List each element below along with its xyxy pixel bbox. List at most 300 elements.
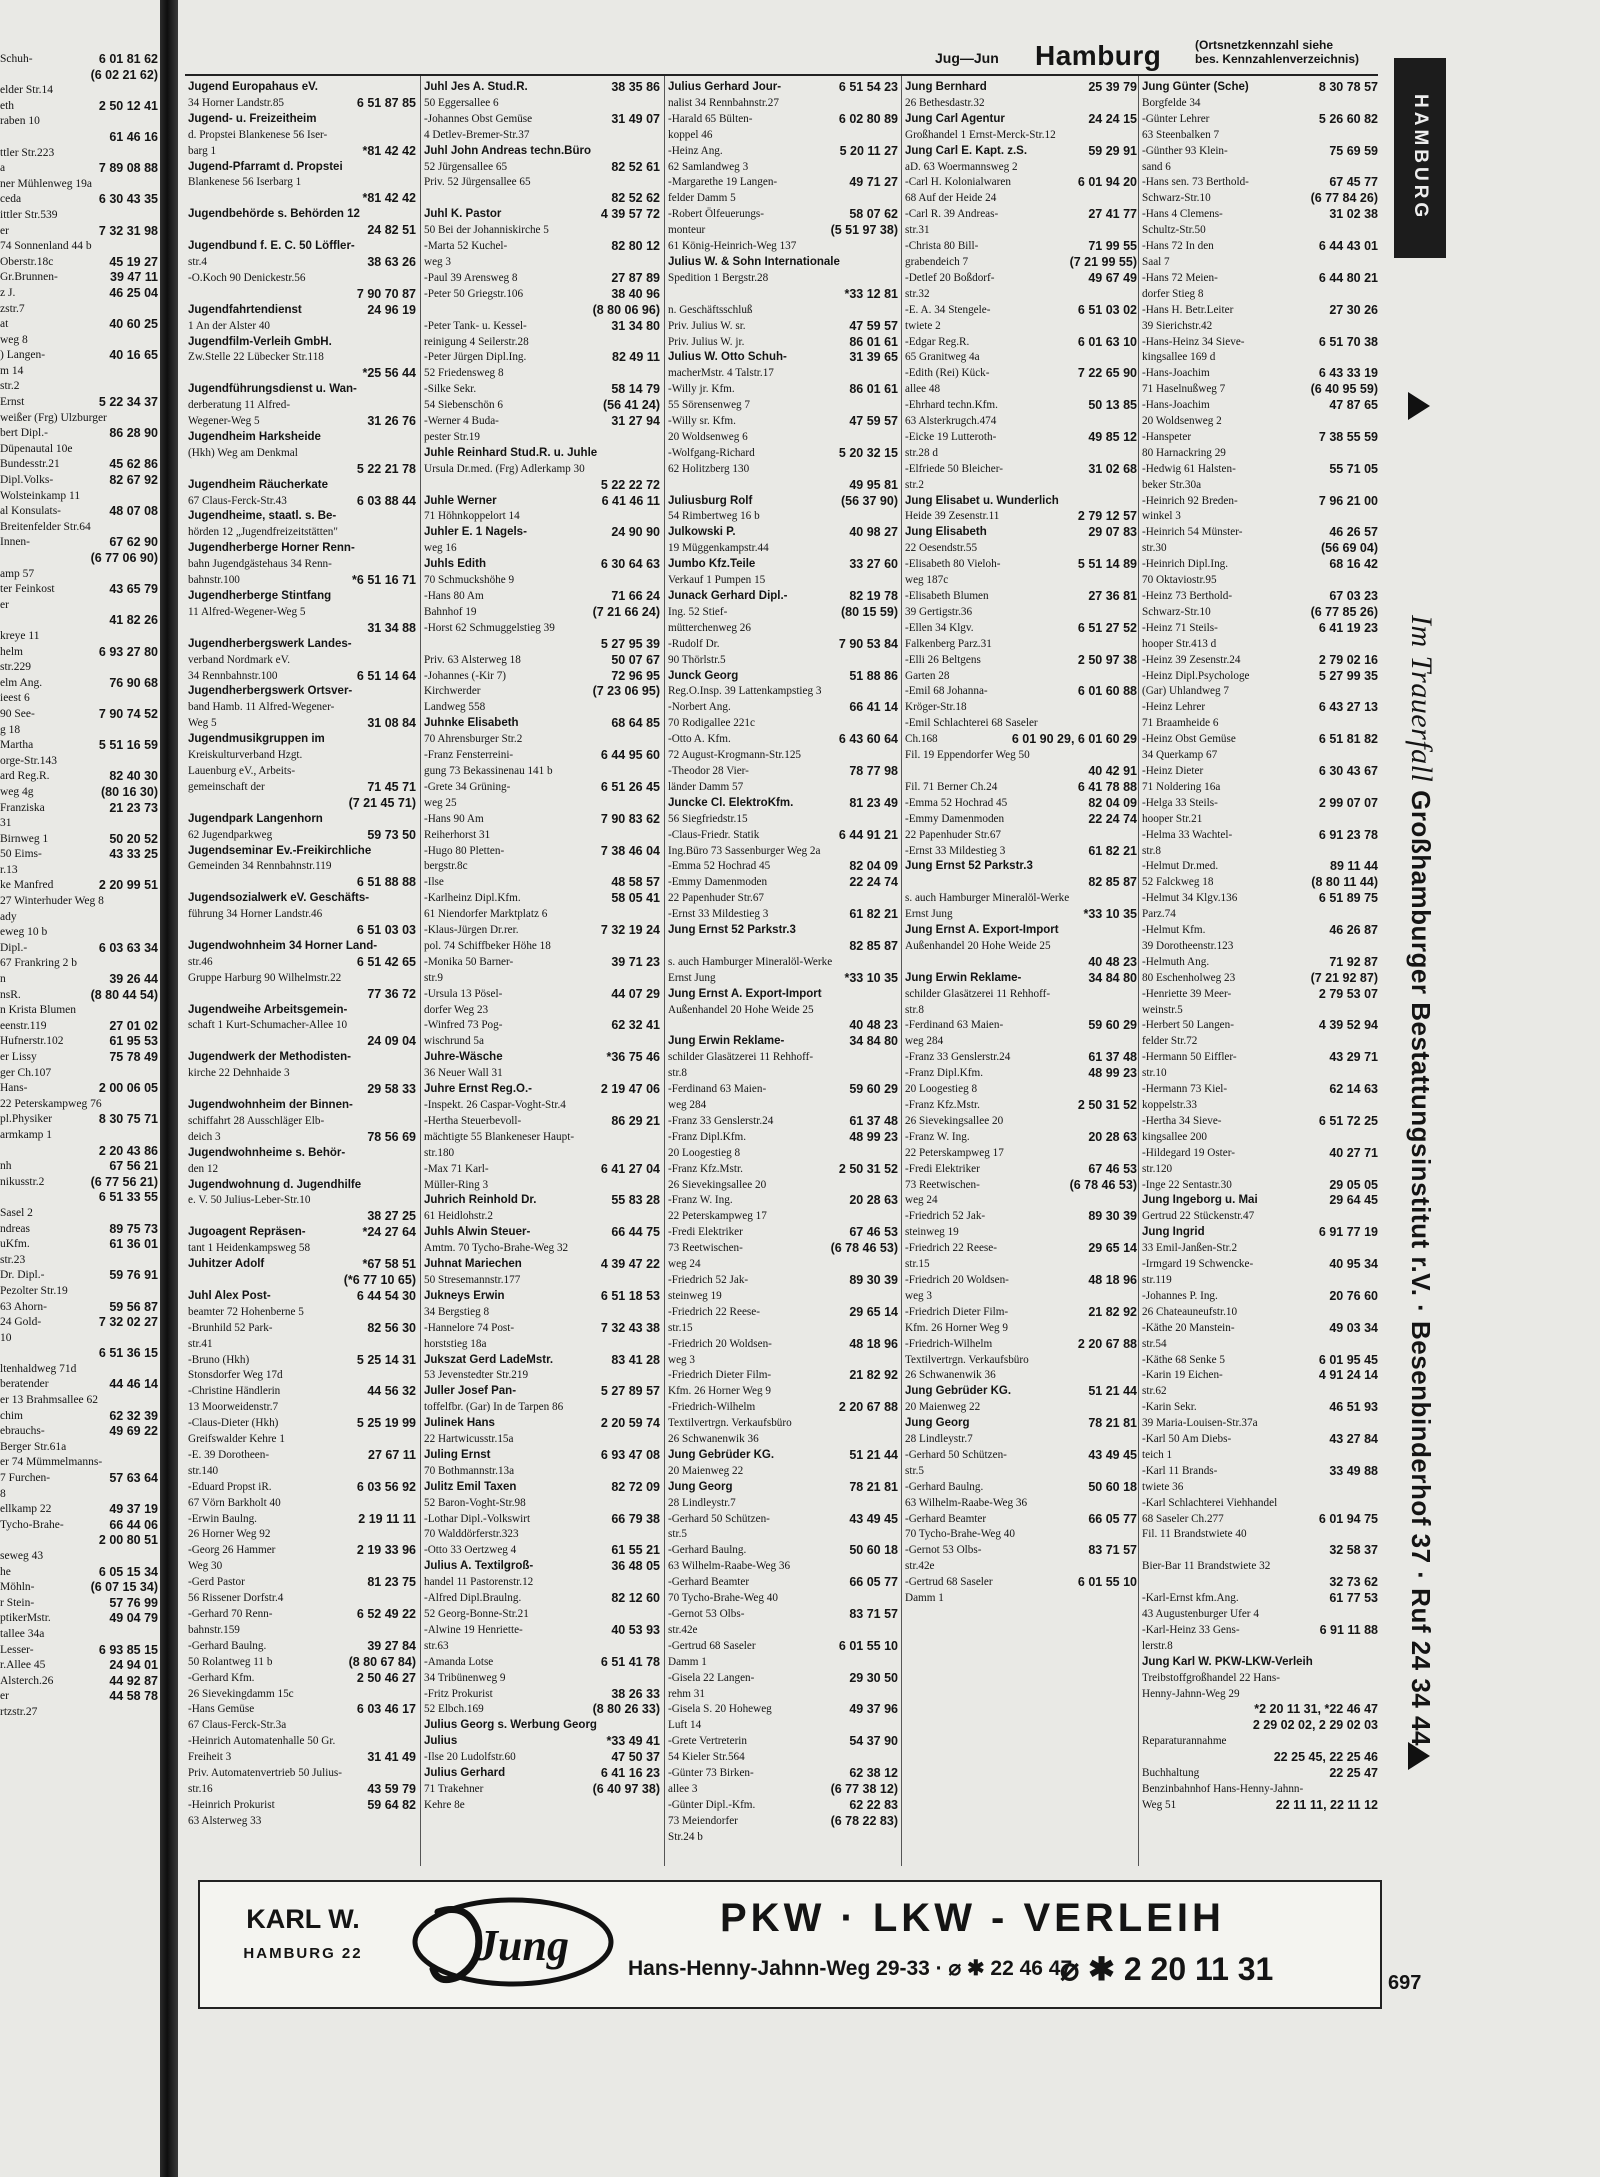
directory-entry [424,1448,660,1464]
directory-entry [188,175,416,191]
entry-name: 22 Peterskampweg 17 [668,1210,767,1223]
directory-entry [188,1527,416,1543]
directory-entry [424,96,660,112]
entry-phone: 6 30 43 67 [1318,763,1378,778]
directory-entry [668,144,898,160]
facing-entry-phone: 44 46 14 [109,1377,158,1392]
facing-entry-phone: 44 58 78 [109,1689,158,1704]
entry-phone: 78 21 81 [1088,1416,1137,1431]
directory-entry [1142,764,1378,780]
directory-entry [424,1353,660,1369]
entry-name [188,923,354,939]
directory-entry [188,509,416,525]
facing-entry-text: eweg 10 b [0,926,48,939]
directory-entry [905,1416,1137,1432]
entry-name: -Hertha Steuerbevoll- [424,1114,522,1127]
directory-entry [424,1162,660,1178]
facing-page-entry [0,442,158,458]
facing-entry-text: 22 Peterskampweg 76 [0,1097,102,1110]
entry-phone: 6 51 27 52 [1077,620,1137,635]
entry-phone: 81 23 49 [849,795,898,810]
entry-phone: 6 44 91 21 [838,827,898,842]
directory-entry [424,478,660,494]
facing-entry-phone: 66 44 06 [109,1517,158,1532]
facing-entry-phone: 2 50 12 41 [98,98,158,113]
facing-entry-phone: 2 00 80 51 [98,1533,158,1548]
entry-name: 34 Bergstieg 8 [424,1305,490,1318]
ad-owner: KARL W. [246,1904,360,1934]
directory-entry [424,303,660,319]
directory-entry [905,1146,1137,1162]
facing-page-entry [0,754,158,770]
facing-entry-phone: 24 94 01 [109,1658,158,1673]
entry-phone: 67 45 77 [1329,175,1378,190]
facing-entry-text: he [0,1565,11,1578]
directory-entry [188,1512,416,1528]
facing-page-entry [0,473,158,489]
directory-entry [188,684,416,700]
facing-entry-phone: 7 90 74 52 [98,706,158,721]
entry-name: Bier-Bar 11 Brandstwiete 32 [1142,1560,1271,1573]
entry-name: s. auch Hamburger Mineralöl-Werke [668,955,833,968]
entry-name: -Inspekt. 26 Caspar-Voght-Str.4 [424,1099,566,1111]
directory-entry [424,1098,660,1114]
facing-entry-phone: 2 20 43 86 [98,1143,158,1158]
facing-page-entry [0,1705,158,1721]
entry-name: Fil. 19 Eppendorfer Weg 50 [905,749,1030,762]
facing-page-entry [0,1393,158,1409]
directory-entry [905,1448,1137,1464]
entry-name: -Grete 34 Grüning- [424,780,511,793]
facing-entry-phone: 43 65 79 [109,582,158,597]
entry-phone: (7 21 45 71) [348,795,416,810]
facing-page-entry [0,972,158,988]
directory-entry [188,764,416,780]
entry-name: Reg.O.Insp. 39 Lattenkampstieg 3 [668,685,822,698]
directory-entry [424,987,660,1003]
directory-entry [424,1178,660,1194]
entry-name: -Emil Schlachterei 68 Saseler [905,717,1038,730]
facing-entry-text: rtzstr.27 [0,1705,38,1718]
directory-entry [905,160,1137,176]
facing-entry-text: helm [0,645,23,658]
directory-entry [668,1146,898,1162]
entry-name: 54 Kieler Str.564 [668,1751,745,1764]
entry-name: 63 Wilhelm-Raabe-Weg 36 [905,1496,1028,1509]
entry-name: gung 73 Bekassinenau 141 b [424,764,553,777]
entry-name: -Hans H. Betr.Leiter [1142,303,1234,316]
directory-entry [424,748,660,764]
facing-entry-text: 24 Gold- [0,1316,42,1329]
entry-name: 63 Wilhelm-Raabe-Weg 36 [668,1560,791,1573]
entry-name: Ernst Jung [905,908,953,921]
entry-phone: 2 50 31 52 [1077,1098,1137,1112]
directory-entry [905,96,1137,112]
entry-name: -Lothar Dipl.-Volkswirt [424,1512,531,1525]
entry-name: str.31 [905,224,930,237]
entry-name: -Margarethe 19 Langen- [668,176,778,189]
entry-name: Jung Gebrüder KG. [905,1385,1012,1398]
entry-phone: 40 95 34 [1329,1257,1378,1272]
facing-page-entry [0,411,158,427]
entry-phone: *81 42 42 [362,143,416,158]
directory-entry [1142,1162,1378,1178]
facing-entry-text: a [0,162,6,175]
entry-name: str.8 [668,1067,687,1080]
directory-entry [668,1209,898,1225]
entry-phone: *33 12 81 [844,286,898,301]
facing-entry-text: r Stein- [0,1596,35,1609]
directory-entry [905,207,1137,223]
entry-name: kirche 22 Dehnhaide 3 [188,1067,290,1080]
directory-entry [668,764,898,780]
entry-name: 4 Detlev-Bremer-Str.37 [424,128,530,141]
entry-name: Jugendheime, staatl. s. Be- [188,510,337,523]
facing-page-entry [0,676,158,692]
entry-phone: 33 49 88 [1329,1463,1378,1478]
directory-entry [905,287,1137,303]
entry-name: -Edith (Rei) Kück- [905,367,990,380]
entry-name: 71 Braamheide 6 [1142,717,1219,730]
entry-name: Juhnke Elisabeth [424,717,519,730]
directory-entry [424,700,660,716]
directory-entry [1142,1671,1378,1687]
directory-entry [668,1432,898,1448]
facing-page-entry [0,192,158,208]
directory-entry [668,1305,898,1321]
directory-entry [424,1734,660,1750]
directory-entry [424,1798,660,1814]
directory-entry [1142,366,1378,382]
facing-page-entry [0,1549,158,1565]
directory-entry [188,271,416,287]
entry-name: 56 Siegfriedstr.15 [668,812,748,825]
directory-entry [668,1814,898,1830]
directory-entry [1142,1050,1378,1066]
entry-name: Spedition 1 Bergstr.28 [668,271,769,284]
entry-name: koppelstr.33 [1142,1099,1198,1111]
facing-entry-phone: 40 16 65 [109,348,158,363]
directory-entry [188,1225,416,1241]
directory-entry [905,1003,1137,1019]
facing-entry-text: er Lissy [0,1051,37,1063]
directory-entry [905,1337,1137,1353]
facing-page-entry [0,457,158,473]
directory-entry [188,1766,416,1782]
facing-entry-text: ) Langen- [0,349,46,362]
directory-entry [188,398,416,414]
facing-entry-phone: 7 89 08 88 [98,161,158,176]
directory-entry [668,1687,898,1703]
entry-phone: 4 39 47 22 [600,1257,660,1272]
entry-phone: 55 71 05 [1329,461,1378,476]
directory-entry [1142,637,1378,653]
entry-name: weg 25 [424,796,457,809]
entry-name: str.9 [424,971,443,984]
directory-entry [668,1098,898,1114]
entry-name: Julius [424,1735,458,1748]
entry-phone: 6 02 80 89 [838,111,898,126]
entry-name: Amtm. 70 Tycho-Brahe-Weg 32 [424,1242,569,1255]
directory-entry [188,1066,416,1082]
entry-phone: 20 28 63 [1088,1129,1137,1144]
entry-phone: 7 22 65 90 [1077,366,1137,381]
entry-name: Juhl Alex Post- [188,1289,271,1302]
entry-name: Juller Josef Pan- [424,1385,517,1398]
entry-name: str.15 [905,1258,930,1271]
directory-entry [1142,144,1378,160]
facing-entry-phone: 57 63 64 [109,1471,158,1486]
entry-name: mächtigte 55 Blankeneser Haupt- [424,1130,575,1143]
entry-phone: 61 37 48 [1088,1050,1137,1065]
entry-name: twiete 36 [1142,1480,1184,1493]
entry-phone: 40 48 23 [1088,954,1137,969]
entry-name: Stonsdorfer Weg 17d [188,1369,283,1382]
directory-entry [905,128,1137,144]
facing-page-entry [0,551,158,567]
directory-entry [424,1018,660,1034]
facing-entry-text: weg 4g [0,785,34,798]
facing-entry-text: 63 Ahorn- [0,1300,47,1313]
entry-phone: 2 20 59 74 [600,1416,660,1431]
entry-name: str.28 d [905,446,938,459]
entry-name: 73 Reetwischen- [668,1242,743,1255]
entry-name: -Emmy Damenmoden [905,812,1005,825]
entry-phone: 6 03 88 44 [356,493,416,508]
directory-entry [188,1655,416,1671]
directory-entry [905,637,1137,653]
directory-entry [424,1607,660,1623]
entry-phone: 66 79 38 [611,1511,660,1526]
facing-page-entry [0,161,158,177]
directory-entry [668,557,898,573]
jung-logo [408,1892,618,1992]
entry-phone: (7 21 66 24) [592,604,660,619]
directory-column-3 [668,80,898,1870]
directory-entry [668,1798,898,1814]
entry-name: -Günter Dipl.-Kfm. [668,1798,756,1811]
entry-name: Jung Georg [905,1417,970,1430]
entry-name: -Friedrich-Wilhelm [905,1337,993,1350]
directory-entry [905,1400,1137,1416]
directory-entry [1142,700,1378,716]
entry-name: 34 Rennbahnstr.100 [188,669,278,682]
entry-phone: 6 01 95 45 [1318,1352,1378,1367]
entry-name: Juhl John Andreas techn.Büro [424,144,591,157]
entry-name: weg 24 [668,1258,701,1271]
entry-name: -E. 39 Dorotheen- [188,1448,270,1461]
facing-page-entry [0,598,158,614]
entry-phone: 24 82 51 [367,223,416,238]
entry-phone: (5 51 97 38) [830,223,898,238]
entry-phone: 47 59 57 [849,414,898,429]
facing-entry-text: nsR. [0,988,21,1001]
entry-name: -Franz Fensterreini- [424,749,514,762]
directory-entry [668,494,898,510]
directory-entry [1142,828,1378,844]
entry-name: 39 Sierichstr.42 [1142,319,1213,332]
facing-entry-text: ger Ch.107 [0,1066,52,1079]
facing-entry-phone: 50 20 52 [109,831,158,846]
facing-entry-text: str.2 [0,380,20,393]
entry-name: bahnstr.159 [188,1623,240,1636]
entry-phone: 38 35 86 [611,80,660,94]
entry-phone: 77 36 72 [367,986,416,1001]
directory-entry [1142,1400,1378,1416]
facing-entry-phone: 49 37 19 [109,1502,158,1517]
entry-name: -Friedrich 20 Woldsen- [668,1337,772,1350]
entry-name: Juliusburg Rolf [668,494,753,507]
directory-entry [668,1702,898,1718]
facing-page-entry [0,504,158,520]
entry-name: -Hildegard 19 Oster- [1142,1146,1235,1159]
entry-name: 54 Rimbertweg 16 b [668,510,760,523]
entry-phone: 7 32 43 38 [600,1320,660,1335]
entry-phone: 31 02 38 [1329,207,1378,222]
facing-entry-phone: (6 77 06 90) [90,551,158,565]
entry-name: 13 Moorweidenstr.7 [188,1401,279,1414]
entry-phone: 38 27 25 [367,1209,416,1224]
directory-entry [1142,1273,1378,1289]
entry-name: 68 Saseler Ch.277 [1142,1512,1224,1525]
entry-name: weg 3 [424,255,452,268]
facing-page-entry [0,99,158,115]
directory-entry [188,1098,416,1114]
facing-entry-text: ke Manfred [0,879,54,892]
facing-page-entry [0,1611,158,1627]
entry-phone: (6 77 38 12) [830,1781,898,1796]
directory-column-4 [905,80,1137,1870]
entry-name: Parz.74 [1142,908,1176,921]
entry-name: 1 An der Alster 40 [188,319,271,332]
entry-name [188,621,364,637]
directory-entry [424,732,660,748]
directory-entry [188,1368,416,1384]
directory-entry [1142,1098,1378,1114]
entry-phone: 34 84 80 [1088,970,1137,985]
entry-name: -Carl R. 39 Andreas- [905,208,999,221]
directory-entry [188,1639,416,1655]
entry-name: Julius A. Textilgroß- [424,1560,534,1573]
facing-entry-text: 50 Eims- [0,848,42,861]
entry-name: -Gerhard Baulng. [905,1480,984,1493]
directory-entry [188,780,416,796]
facing-entry-phone: 8 30 75 71 [98,1112,158,1127]
facing-entry-text: z J. [0,286,16,299]
facing-entry-phone: 43 33 25 [109,847,158,862]
entry-name: -Gerhard 70 Renn- [188,1608,273,1620]
directory-entry [905,1066,1137,1082]
directory-entry [424,891,660,907]
directory-entry [668,875,898,891]
entry-name: barg 1 [188,144,217,157]
directory-entry [668,1830,898,1846]
entry-name: -Helga 33 Steils- [1142,796,1218,809]
entry-name: -Wolfgang-Richard [668,446,755,459]
entry-name [1142,1750,1271,1766]
directory-entry [188,1034,416,1050]
entry-phone: 55 83 28 [611,1193,660,1208]
entry-name: -Gerhard Beamter [905,1512,987,1525]
entry-phone: *36 75 46 [606,1050,660,1065]
entry-phone: 4 39 52 94 [1318,1018,1378,1033]
directory-entry [1142,414,1378,430]
entry-phone: 5 27 95 39 [600,636,660,651]
entry-phone: (6 40 97 38) [592,1781,660,1796]
directory-entry [1142,509,1378,525]
directory-entry [188,350,416,366]
directory-entry [188,1337,416,1353]
entry-name: str.32 [905,287,930,300]
facing-entry-text: 8 [0,1487,6,1500]
directory-entry [668,1337,898,1353]
directory-entry [1142,1241,1378,1257]
facing-entry-phone: 76 90 68 [109,675,158,690]
entry-name: Textilvertrgn. Verkaufsbüro [668,1417,792,1430]
directory-entry [668,112,898,128]
entry-phone: 68 16 42 [1329,557,1378,572]
entry-phone: 6 51 18 53 [600,1288,660,1303]
entry-name: 26 Schwanenwik 36 [668,1433,759,1446]
facing-page-entry [0,1596,158,1612]
directory-entry [424,971,660,987]
entry-name: -Heinz 73 Berthold- [1142,590,1233,602]
entry-phone: (6 78 22 83) [830,1813,898,1828]
entry-name: -Johannes Obst Gemüse [424,112,533,125]
directory-entry [905,1114,1137,1130]
entry-name: str.15 [668,1321,693,1334]
facing-page-entry [0,1300,158,1316]
facing-entry-phone: 75 78 49 [109,1050,158,1064]
directory-entry [905,239,1137,255]
entry-name: -Grete Vertreterin [668,1735,747,1748]
directory-entry [1142,1034,1378,1050]
directory-entry [905,1368,1137,1384]
entry-name: verband Nordmark eV. [188,653,291,666]
entry-name: 63 Alsterweg 33 [188,1814,262,1827]
entry-name: Saal 7 [1142,255,1170,268]
entry-phone: 22 25 45, 22 25 46 [1273,1750,1378,1765]
entry-name: 80 Harnackring 29 [1142,446,1226,459]
entry-phone: 6 41 46 11 [601,493,660,508]
entry-name: -Eduard Propst iR. [188,1480,272,1493]
directory-entry [424,1034,660,1050]
facing-page-entry [0,832,158,848]
entry-name: pester Str.19 [424,430,480,443]
entry-phone: 66 05 77 [1088,1511,1137,1526]
directory-entry [905,446,1137,462]
ad-city: HAMBURG 22 [243,1945,363,1962]
directory-entry [188,732,416,748]
entry-name: 73 Meiendorfer [668,1814,738,1827]
directory-entry [1142,1432,1378,1448]
directory-entry [1142,907,1378,923]
entry-name [1142,1718,1250,1734]
directory-entry [424,1003,660,1019]
entry-name: -Gernot 53 Olbs- [668,1608,745,1620]
directory-entry [188,287,416,303]
facing-page-entry [0,520,158,536]
facing-page-entry [0,146,158,162]
facing-page-entry [0,1284,158,1300]
facing-entry-phone: 7 32 31 98 [98,223,158,238]
entry-name: 50 Rolantweg 11 b [188,1655,273,1668]
directory-entry [1142,1289,1378,1305]
entry-phone: 62 14 63 [1329,1082,1378,1097]
entry-phone: 40 42 91 [1088,763,1137,778]
directory-entry [1142,541,1378,557]
entry-name: -Hans Gemüse [188,1703,255,1716]
